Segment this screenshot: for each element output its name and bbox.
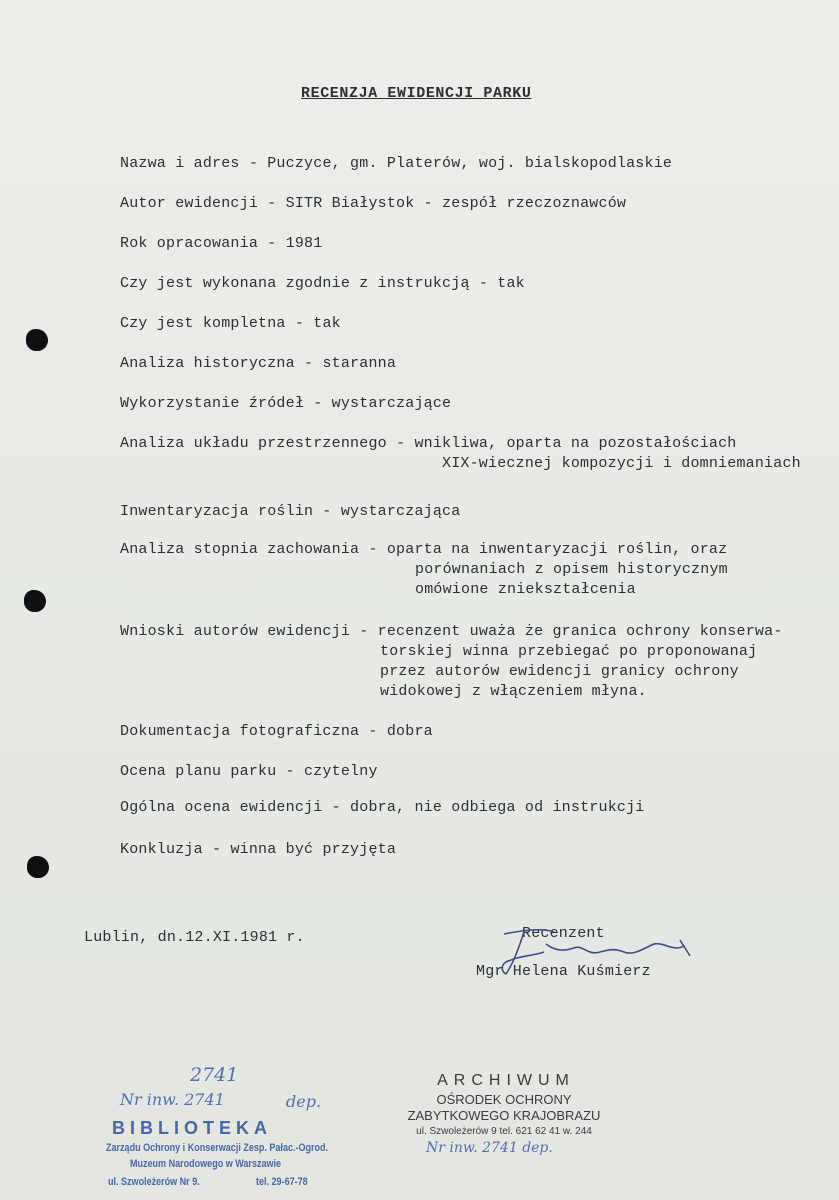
library-stamp-title: BIBLIOTEKA (112, 1118, 272, 1138)
field-label: Dokumentacja fotograficzna (120, 723, 360, 740)
field-separator: - (258, 195, 286, 212)
review-field (120, 502, 460, 522)
field-value: tak (313, 315, 341, 332)
field-label: Wnioski autorów ewidencji (120, 623, 351, 640)
library-stamp (106, 1108, 328, 1192)
review-field (120, 314, 341, 334)
field-value: winna być przyjęta (230, 841, 397, 858)
field-value-continuation: widokowej z włączeniem młyna. (380, 683, 647, 700)
library-stamp-line: ul. Szwoleżerów Nr 9. (108, 1176, 200, 1188)
field-label: Czy jest wykonana zgodnie z instrukcją (120, 275, 470, 292)
field-separator: - (294, 355, 323, 372)
field-label: Analiza historyczna (120, 355, 295, 372)
review-field (120, 274, 525, 294)
field-separator: - (469, 275, 498, 292)
field-separator: - (350, 623, 378, 640)
archive-handwritten-number: Nr inw. 2741 dep. (426, 1140, 553, 1156)
archive-stamp-line: ZABYTKOWEGO KRAJOBRAZU (407, 1108, 601, 1123)
field-label: Czy jest kompletna (120, 315, 286, 332)
field-label: Rok opracowania (120, 235, 259, 252)
archive-stamp (384, 1072, 624, 1137)
field-separator: - (304, 395, 332, 412)
field-separator: - (202, 841, 231, 858)
field-separator: - (313, 503, 341, 520)
review-field (120, 540, 728, 598)
field-label: Autor ewidencji (120, 195, 259, 212)
library-handwritten-inv: Nr inw. 2741 (120, 1090, 225, 1109)
field-label: Ogólna ocena ewidencji (120, 799, 323, 816)
field-value: 1981 (285, 235, 323, 252)
field-separator: - (359, 541, 387, 558)
review-field (120, 234, 322, 254)
field-value: dobra (386, 723, 433, 740)
field-label: Inwentaryzacja roślin (120, 503, 314, 520)
archive-stamp-line: ARCHIWUM (437, 1072, 575, 1089)
reviewer-name: Mgr Helena Kuśmierz (476, 963, 651, 980)
review-field (120, 434, 801, 472)
field-separator: - (322, 799, 351, 816)
field-value: czytelny (304, 763, 378, 780)
review-field (120, 194, 626, 214)
field-label: Wykorzystanie źródeł (120, 395, 305, 412)
field-value: wnikliwa, oparta na pozostałościach (414, 435, 737, 452)
field-separator: - (239, 155, 268, 172)
field-value-continuation: omówione zniekształcenia (415, 581, 636, 598)
field-value-continuation: XIX-wiecznej kompozycji i domniemaniach (442, 455, 801, 472)
library-stamp-line: tel. 29-67-78 (256, 1176, 308, 1188)
review-field (120, 394, 451, 414)
field-separator: - (276, 763, 305, 780)
field-label: Analiza stopnia zachowania (120, 541, 360, 558)
punch-hole (26, 329, 48, 351)
document-title: RECENZJA EWIDENCJI PARKU (301, 85, 532, 102)
field-value: dobra, nie odbiega od instrukcji (350, 799, 645, 816)
field-value: recenzent uważa że granica ochrony konserwa- (377, 623, 783, 640)
review-field (120, 622, 783, 700)
reviewer-role: Recenzent (522, 925, 605, 942)
field-value-continuation: porównaniach z opisem historycznym (415, 561, 728, 578)
field-separator: - (386, 435, 415, 452)
archive-stamp-line: ul. Szwoleżerów 9 tel. 621 62 41 w. 244 (416, 1126, 592, 1137)
punch-hole (27, 856, 49, 878)
field-value: Puczyce, gm. Platerów, woj. bialskopodlaskie (267, 155, 673, 172)
review-field (120, 354, 396, 374)
field-separator: - (285, 315, 314, 332)
review-field (120, 154, 672, 174)
field-label: Konkluzja (120, 841, 203, 858)
review-field (120, 762, 378, 782)
field-value-continuation: torskiej winna przebiegać po proponowanaj (380, 643, 758, 660)
field-value: SITR Białystok - zespół rzeczoznawców (285, 195, 627, 212)
review-field (120, 798, 645, 818)
field-label: Ocena planu parku (120, 763, 277, 780)
review-field (120, 840, 396, 860)
archive-stamp-line: OŚRODEK OCHRONY (436, 1092, 572, 1107)
library-stamp-line: Muzeum Narodowego w Warszawie (130, 1158, 282, 1170)
punch-hole (24, 590, 46, 612)
field-value-continuation: przez autorów ewidencji granicy ochrony (380, 663, 739, 680)
review-field (120, 722, 433, 742)
field-value: staranna (322, 355, 397, 372)
place-date: Lublin, dn.12.XI.1981 r. (84, 929, 305, 946)
field-value: wystarczająca (340, 503, 461, 520)
field-value: wystarczające (331, 395, 452, 412)
library-stamp-line: Zarządu Ochrony i Konserwacji Zesp. Pałac.-Ogrod. (106, 1142, 329, 1154)
field-separator: - (359, 723, 387, 740)
field-label: Analiza układu przestrzennego (120, 435, 387, 452)
library-handwritten-dep: dep. (286, 1092, 322, 1111)
field-value: tak (497, 275, 525, 292)
field-separator: - (258, 235, 286, 252)
field-label: Nazwa i adres (120, 155, 240, 172)
field-value: oparta na inwentaryzacji roślin, oraz (386, 541, 728, 558)
library-handwritten-number: 2741 (190, 1064, 239, 1086)
signature (484, 922, 704, 982)
